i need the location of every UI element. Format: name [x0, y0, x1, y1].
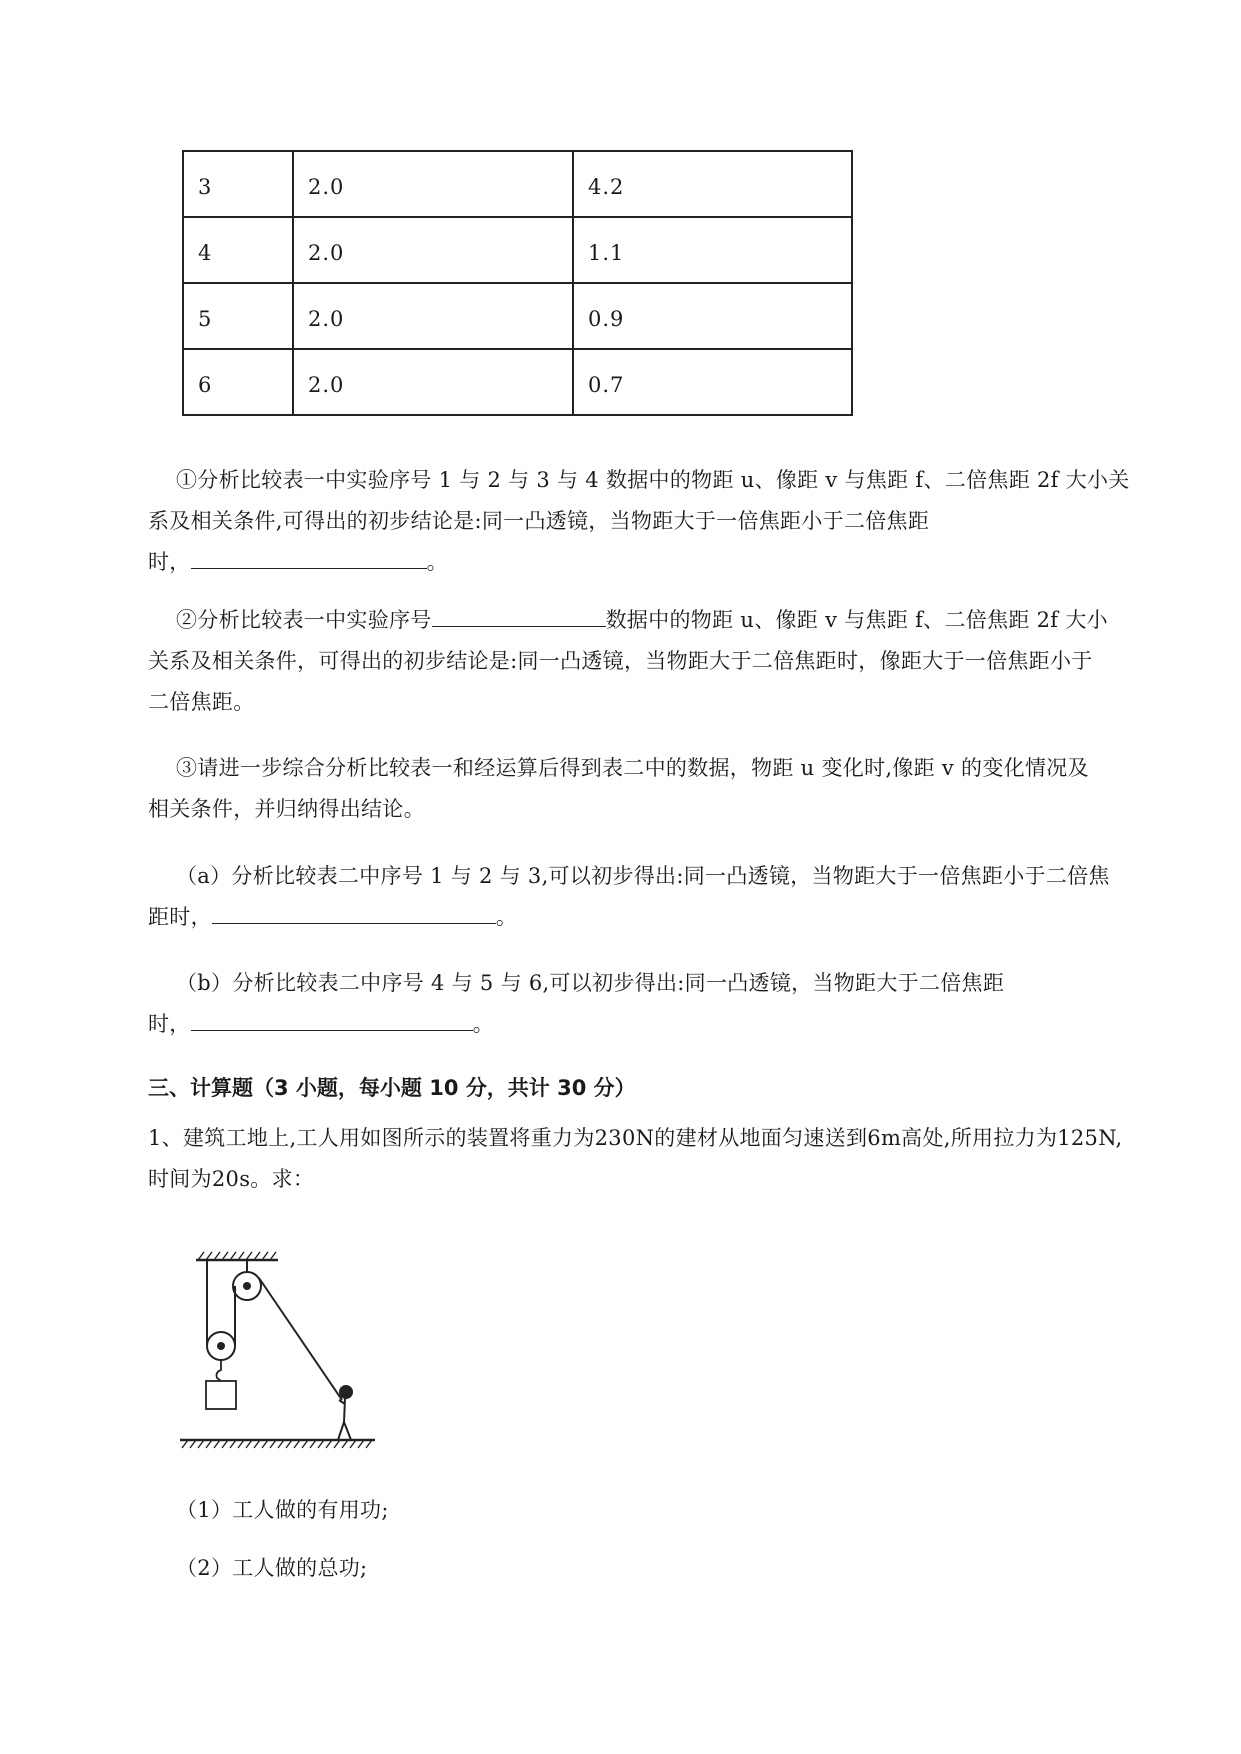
- question-2-line-1: [148, 600, 1160, 641]
- table-cell: 4: [183, 217, 293, 283]
- table-cell: 2.0: [293, 349, 573, 415]
- worker-figure: [338, 1386, 352, 1440]
- data-table: [182, 150, 853, 416]
- answer-blank-2[interactable]: [432, 600, 606, 627]
- table-row: [183, 217, 852, 283]
- question-a-line-2: [120, 897, 1160, 938]
- question-1: [148, 460, 1160, 583]
- table-cell: 1.1: [573, 217, 852, 283]
- table-row: [183, 283, 852, 349]
- pulley-diagram: [170, 1250, 390, 1460]
- sub-question-2: （2）工人做的总功;: [176, 1556, 368, 1580]
- question-2-prefix: ②分析比较表一中实验序号: [176, 608, 432, 632]
- table-cell: 3: [183, 151, 293, 217]
- question-3-line-2: 相关条件，并归纳得出结论。: [148, 797, 425, 821]
- question-1-line-1: ①分析比较表一中实验序号 1 与 2 与 3 与 4 数据中的物距 u、像距 v 与焦距 f、二倍焦距 2f 大小关: [176, 468, 1130, 492]
- ceiling: [196, 1252, 278, 1260]
- question-3: [148, 748, 1160, 830]
- table-cell: 0.7: [573, 349, 852, 415]
- question-a-suffix: 。: [495, 905, 518, 929]
- question-2-line-3: 二倍焦距。: [148, 690, 255, 714]
- rope: [207, 1260, 342, 1400]
- hook: [217, 1360, 222, 1381]
- question-1-line-3-suffix: 。: [426, 550, 448, 574]
- question-3-line-1: ③请进一步综合分析比较表一和经运算后得到表二中的数据，物距 u 变化时,像距 v 的变化情况及: [176, 756, 1089, 780]
- table-cell: 0.9: [573, 283, 852, 349]
- question-b: [148, 963, 1160, 1045]
- question-b-prefix: 时，: [148, 1012, 191, 1036]
- question-1-line-3-prefix: 时，: [148, 550, 191, 574]
- ground: [180, 1440, 375, 1448]
- table-cell: 2.0: [293, 217, 573, 283]
- question-1-line-2: 系及相关条件,可得出的初步结论是:同一凸透镜，当物距大于一倍焦距小于二倍焦距: [148, 509, 930, 533]
- question-a-line-1: （a）分析比较表二中序号 1 与 2 与 3,可以初步得出:同一凸透镜，当物距大于一倍焦距小于二倍焦: [176, 864, 1110, 888]
- answer-blank-b[interactable]: [191, 1004, 473, 1031]
- question-2-line-2: 关系及相关条件，可得出的初步结论是:同一凸透镜，当物距大于二倍焦距时，像距大于一倍焦距小于: [148, 649, 1093, 673]
- table-cell: 5: [183, 283, 293, 349]
- table-cell: 6: [183, 349, 293, 415]
- question-1-line-3: [120, 542, 1160, 583]
- answer-blank-a[interactable]: [212, 897, 496, 924]
- table-cell: 4.2: [573, 151, 852, 217]
- answer-blank-1[interactable]: [191, 542, 427, 569]
- table-row: [183, 349, 852, 415]
- table-cell: 2.0: [293, 283, 573, 349]
- question-b-line-1: （b）分析比较表二中序号 4 与 5 与 6,可以初步得出:同一凸透镜，当物距大于二倍焦距: [176, 971, 1005, 995]
- table-cell: 2.0: [293, 151, 573, 217]
- problem-1-line-1: 1、建筑工地上,工人用如图所示的装置将重力为230N的建材从地面匀速送到6m高处,所用拉力为125N,: [148, 1126, 1123, 1150]
- problem-1: [148, 1118, 1160, 1200]
- fixed-pulley: [233, 1272, 261, 1300]
- movable-pulley: [207, 1332, 235, 1360]
- question-b-suffix: 。: [472, 1012, 494, 1036]
- question-a-prefix: 距时，: [148, 905, 212, 929]
- building-material-block: [206, 1381, 236, 1409]
- problem-1-line-2: 时间为20s。求：: [148, 1167, 315, 1191]
- table-row: [183, 151, 852, 217]
- question-2: [148, 600, 1160, 723]
- question-a: [148, 856, 1160, 938]
- section-heading: 三、计算题（3 小题，每小题 10 分，共计 30 分）: [148, 1076, 636, 1100]
- question-2-suffix: 数据中的物距 u、像距 v 与焦距 f、二倍焦距 2f 大小: [605, 608, 1108, 632]
- question-b-line-2: [120, 1004, 1160, 1045]
- sub-question-1: （1）工人做的有用功;: [176, 1498, 389, 1522]
